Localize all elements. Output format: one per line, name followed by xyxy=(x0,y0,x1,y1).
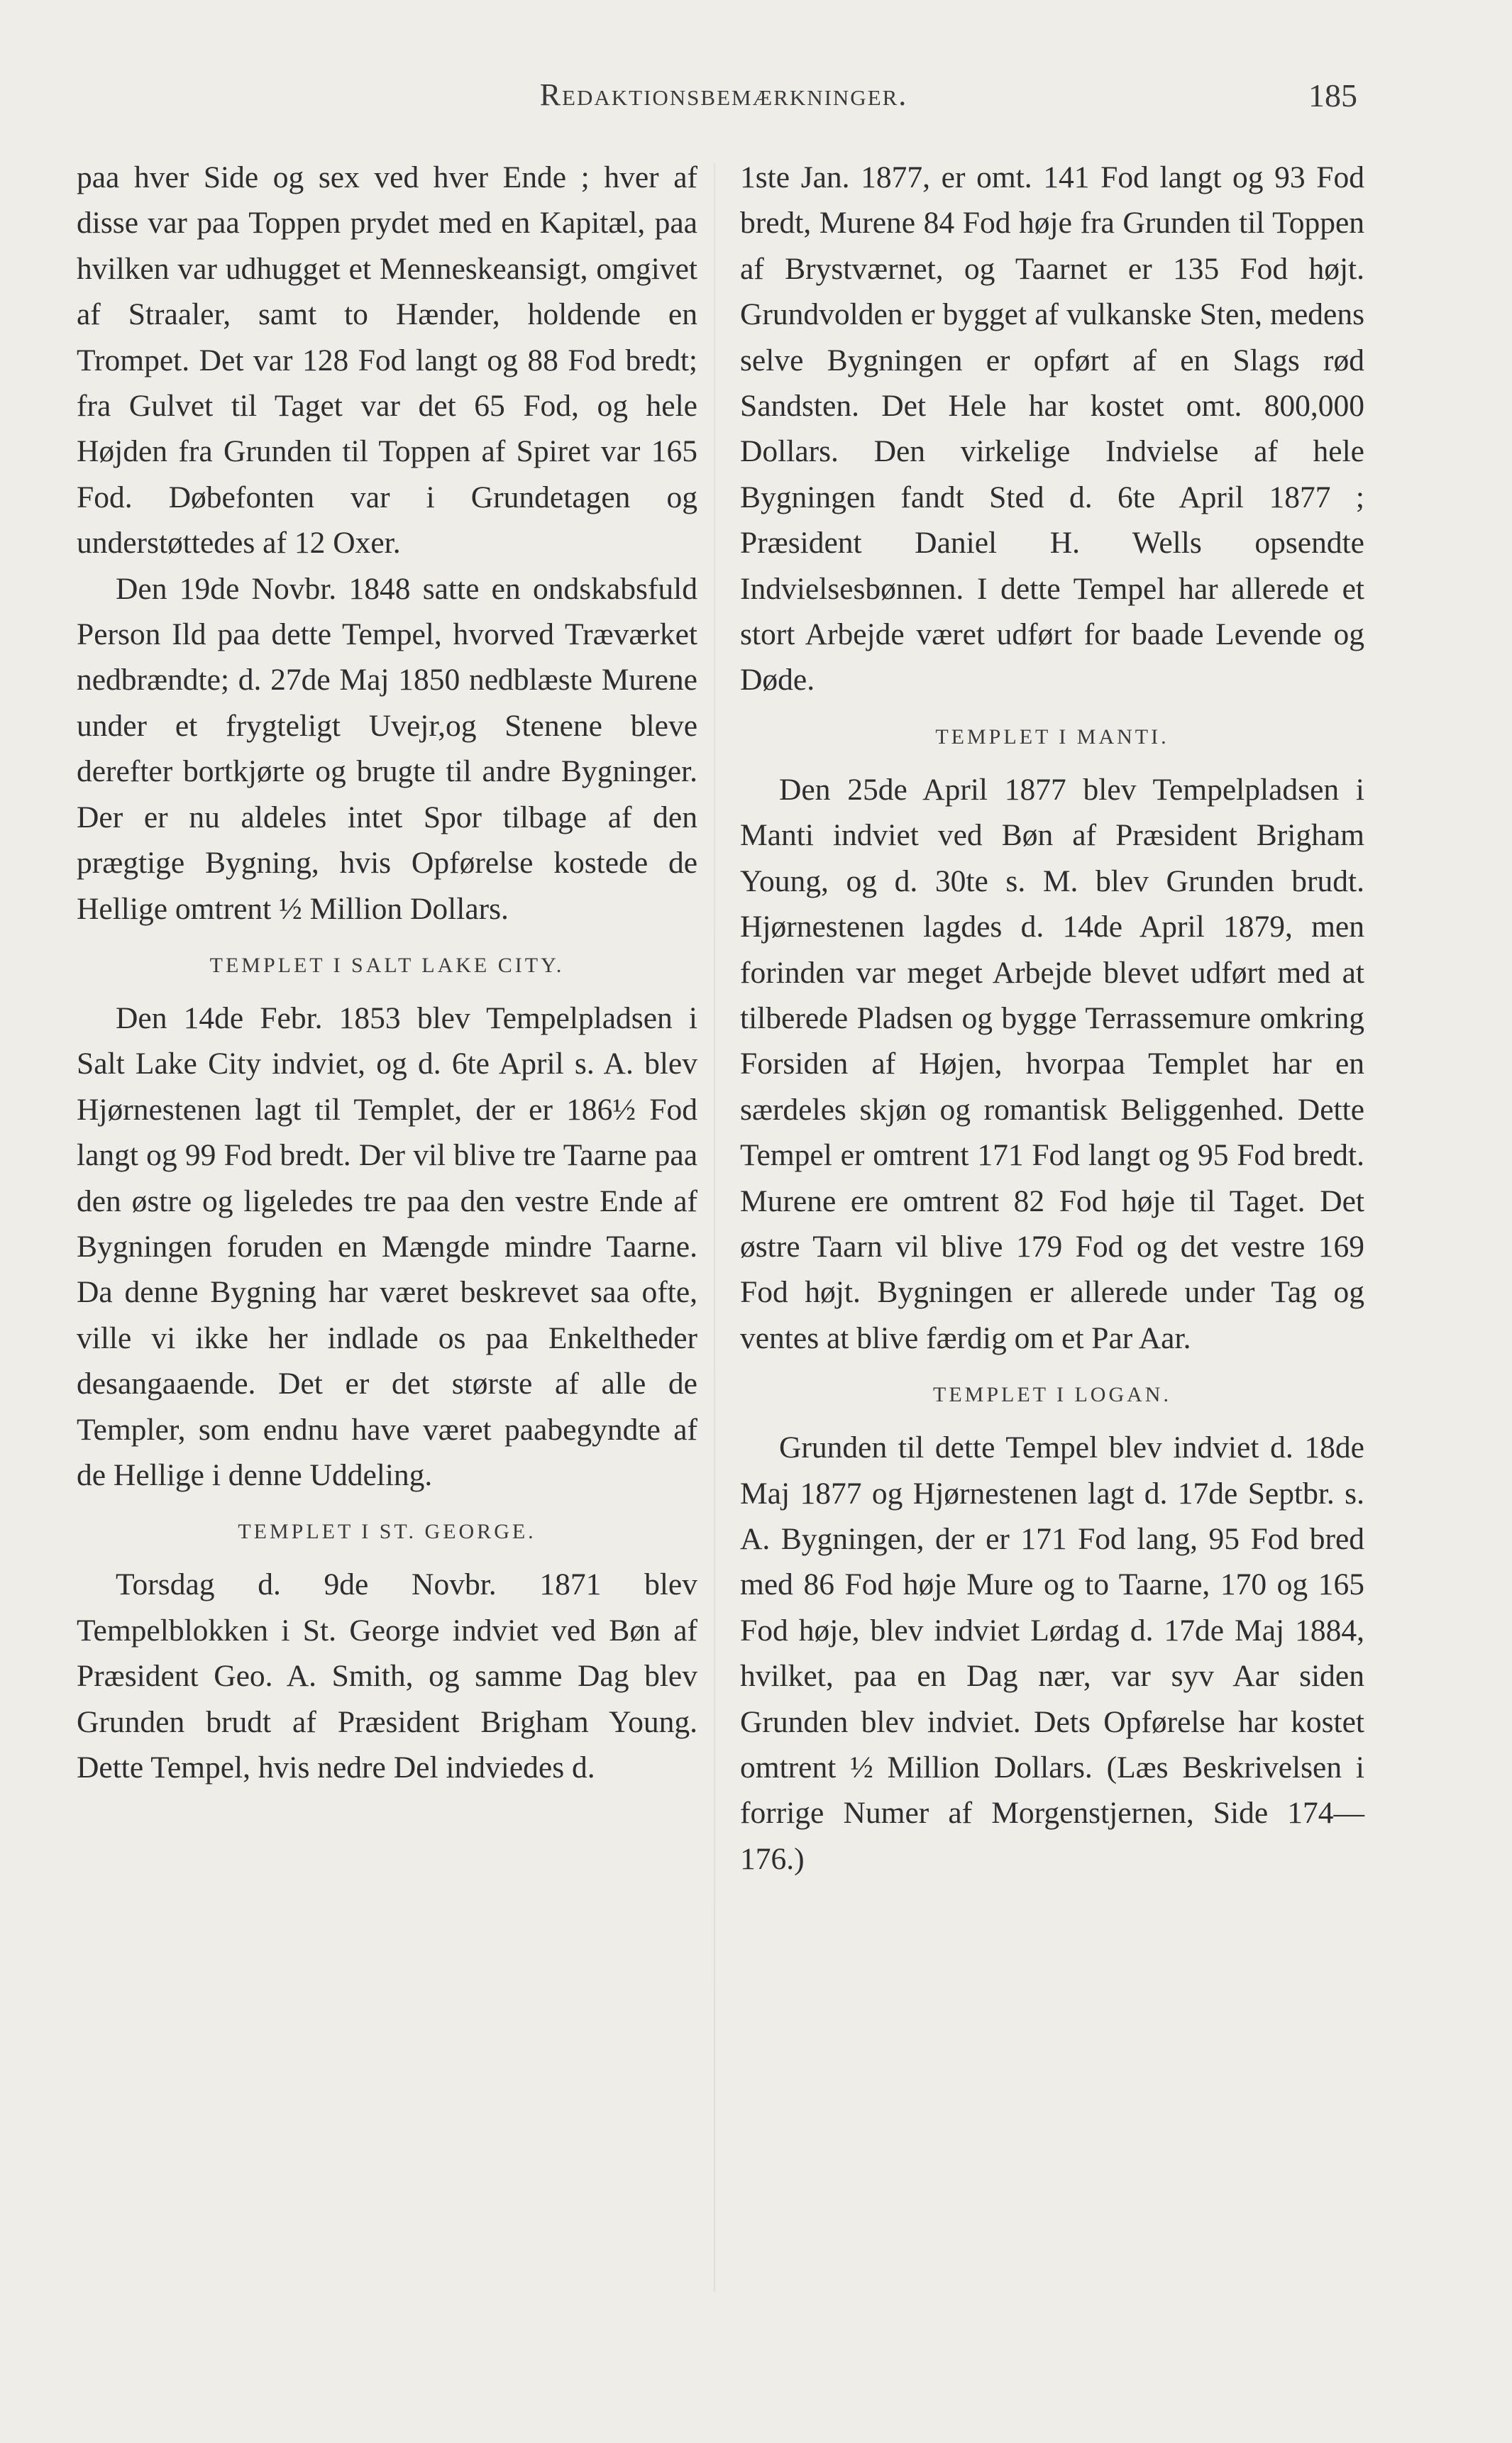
running-head: Redaktionsbemærkninger. xyxy=(539,77,908,112)
page-number: 185 xyxy=(1308,77,1357,114)
section-heading: TEMPLET I ST. GEORGE. xyxy=(238,1520,536,1544)
section-heading: TEMPLET I MANTI. xyxy=(935,724,1169,749)
paragraph: Den 25de April 1877 blev Tempelpladsen i Manti indviet ved Bøn af Præsident Brigham Young, og d. 30te s. M. blev Grunden brudt. Hjørnestenen lagdes d. 14de April 1879, men forinden var meget Arbejde blevet udført med at tilberede Pladsen og bygge Terrassemure omkring Forsiden af Højen, hvorpaa Templet har en særdeles skjøn og romantisk Beliggenhed. Dette Tempel er omtrent 171 Fod langt og 95 Fod bredt. Murene ere omtrent 82 Fod høje til Taget. Det østre Taarn vil blive 179 Fod og det vestre 169 Fod højt. Bygningen er allerede under Tag og ventes at blive færdig om et Par Aar. xyxy=(740,772,1364,1355)
paragraph: Den 14de Febr. 1853 blev Tempelpladsen i Salt Lake City indviet, og d. 6te April s. A. blev Hjørnestenen lagt til Templet, der er 186½ Fod langt og 99 Fod bredt. Der vil blive tre Taarne paa den østre og ligeledes tre paa den vestre Ende af Bygningen foruden en Mængde mindre Taarne. Da denne Bygning har været beskrevet saa ofte, ville vi ikke her indlade os paa Enkeltheder desangaaende. Det er det største af alle de Templer, som endnu have været paabegyndte af de Hellige i denne Uddeling. xyxy=(77,1000,697,1492)
paragraph: paa hver Side og sex ved hver Ende ; hver af disse var paa Toppen prydet med en Kapitæl, paa hvilken var udhugget et Menneskeansigt, omgivet af Straaler, samt to Hænder, holdende en Trompet. Det var 128 Fod langt og 88 Fod bredt; fra Gulvet til Taget var det 65 Fod, og hele Højden fra Grunden til Toppen af Spiret var 165 Fod. Døbefonten var i Grundetagen og understøttedes af 12 Oxer. xyxy=(77,160,697,561)
section-heading: TEMPLET I LOGAN. xyxy=(933,1383,1171,1407)
paragraph: 1ste Jan. 1877, er omt. 141 Fod langt og 93 Fod bredt, Murene 84 Fod høje fra Grunden til Toppen af Brystværnet, og Taarnet er 135 Fod højt. Grundvolden er bygget af vulkanske Sten, medens selve Bygningen er opført af en Slags rød Sandsten. Det Hele har kostet omt. 800,000 Dollars. Den virkelige Indvielse af hele Bygningen fandt Sted d. 6te April 1877 ; Præsident Daniel H. Wells opsendte Indvielsesbønnen. I dette Tempel har allerede et stort Arbejde været udført for baade Levende og Døde. xyxy=(740,160,1364,697)
paragraph: Grunden til dette Tempel blev indviet d. 18de Maj 1877 og Hjørnestenen lagt d. 17de Septbr. s. A. Bygningen, der er 171 Fod lang, 95 Fod bred med 86 Fod høje Mure og to Taarne, 170 og 165 Fod høje, blev indviet Lørdag d. 17de Maj 1884, hvilket, paa en Dag nær, var syv Aar siden Grunden blev indviet. Dets Opførelse har kostet omtrent ½ Million Dollars. (Læs Beskrivelsen i forrige Numer af Morgenstjernen, Side 174—176.) xyxy=(740,1430,1364,1876)
section-heading: TEMPLET I SALT LAKE CITY. xyxy=(209,953,565,977)
left-column xyxy=(77,155,697,1790)
right-column xyxy=(740,155,1364,1882)
paragraph: Den 19de Novbr. 1848 satte en ondskabsfuld Person Ild paa dette Tempel, hvorved Træværket nedbrændte; d. 27de Maj 1850 nedblæste Murene under et frygteligt Uvejr,og Stenene bleve derefter bortkjørte og brugte til andre Bygninger. Der er nu aldeles intet Spor tilbage af den prægtige Bygning, hvis Opførelse kostede de Hellige omtrent ½ Million Dollars. xyxy=(77,571,697,926)
paragraph: Torsdag d. 9de Novbr. 1871 blev Tempelblokken i St. George indviet ved Bøn af Præsident Geo. A. Smith, og samme Dag blev Grunden brudt af Præsident Brigham Young. Dette Tempel, hvis nedre Del indviedes d. xyxy=(77,1567,697,1785)
column-divider xyxy=(714,163,715,2292)
